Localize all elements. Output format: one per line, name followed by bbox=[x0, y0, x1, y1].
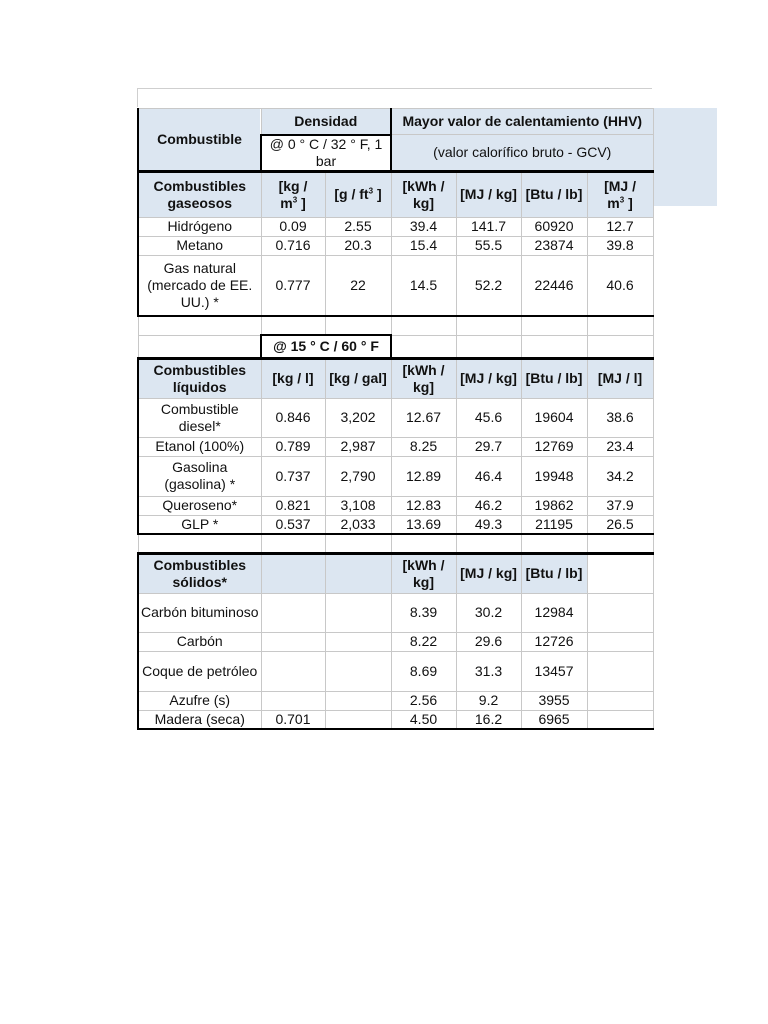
density-value: 0.789 bbox=[261, 437, 325, 456]
btu-value: 3955 bbox=[521, 691, 587, 710]
density-value: 0.777 bbox=[261, 255, 325, 316]
table-row bbox=[138, 651, 653, 691]
density-value bbox=[325, 710, 391, 729]
table-row bbox=[138, 255, 653, 316]
unit-kwh-kg: [kWh / kg] bbox=[391, 553, 456, 593]
density-value: 3,108 bbox=[325, 496, 391, 515]
btu-value: 19862 bbox=[521, 496, 587, 515]
header-combustible: Combustible bbox=[138, 109, 261, 172]
mj-volume-value: 23.4 bbox=[587, 437, 653, 456]
kwh-value: 2.56 bbox=[391, 691, 456, 710]
kwh-value: 8.69 bbox=[391, 651, 456, 691]
table-row bbox=[138, 437, 653, 456]
unit-kg-l: [kg / l] bbox=[261, 358, 325, 398]
density-value: 0.737 bbox=[261, 456, 325, 496]
btu-value: 6965 bbox=[521, 710, 587, 729]
fuel-name: Coque de petróleo bbox=[138, 651, 261, 691]
table-row bbox=[138, 398, 653, 437]
mj-value: 45.6 bbox=[456, 398, 521, 437]
table-row bbox=[138, 496, 653, 515]
unit-kwh-kg: [kWh / kg] bbox=[391, 358, 456, 398]
mj-value: 49.3 bbox=[456, 515, 521, 534]
fuel-name: Gasolina (gasolina) * bbox=[138, 456, 261, 496]
density-value bbox=[261, 691, 325, 710]
unit-mj-kg: [MJ / kg] bbox=[456, 171, 521, 217]
section-title-solid: Combustibles sólidos* bbox=[138, 553, 261, 593]
top-empty-row bbox=[137, 88, 652, 107]
mj-volume-value: 38.6 bbox=[587, 398, 653, 437]
density-value bbox=[261, 651, 325, 691]
condition-gas: @ 0 ° C / 32 ° F, 1 bar bbox=[261, 135, 391, 172]
kwh-value: 12.83 bbox=[391, 496, 456, 515]
fuel-name: Madera (seca) bbox=[138, 710, 261, 729]
kwh-value: 12.67 bbox=[391, 398, 456, 437]
unit-mj-kg: [MJ / kg] bbox=[456, 553, 521, 593]
empty-row bbox=[138, 316, 653, 335]
density-value: 2,033 bbox=[325, 515, 391, 534]
fuel-name: Metano bbox=[138, 236, 261, 255]
btu-value: 12726 bbox=[521, 632, 587, 651]
btu-value: 22446 bbox=[521, 255, 587, 316]
mj-value: 31.3 bbox=[456, 651, 521, 691]
fuel-name: Combustible diesel* bbox=[138, 398, 261, 437]
header-gcv: (valor calorífico bruto - GCV) bbox=[391, 135, 653, 172]
table-row bbox=[138, 217, 653, 236]
fuel-name: Hidrógeno bbox=[138, 217, 261, 236]
density-value: 2,790 bbox=[325, 456, 391, 496]
density-value: 2.55 bbox=[325, 217, 391, 236]
fuel-name: GLP * bbox=[138, 515, 261, 534]
btu-value: 12984 bbox=[521, 593, 587, 632]
density-value: 0.537 bbox=[261, 515, 325, 534]
mj-volume-value: 26.5 bbox=[587, 515, 653, 534]
density-value: 22 bbox=[325, 255, 391, 316]
btu-value: 21195 bbox=[521, 515, 587, 534]
kwh-value: 4.50 bbox=[391, 710, 456, 729]
fuel-name: Etanol (100%) bbox=[138, 437, 261, 456]
mj-value: 30.2 bbox=[456, 593, 521, 632]
mj-value: 46.2 bbox=[456, 496, 521, 515]
mj-volume-value: 39.8 bbox=[587, 236, 653, 255]
kwh-value: 13.69 bbox=[391, 515, 456, 534]
table-row bbox=[138, 456, 653, 496]
btu-value: 19948 bbox=[521, 456, 587, 496]
mj-volume-value bbox=[587, 651, 653, 691]
density-value bbox=[325, 593, 391, 632]
btu-value: 60920 bbox=[521, 217, 587, 236]
mj-volume-value bbox=[587, 691, 653, 710]
kwh-value: 14.5 bbox=[391, 255, 456, 316]
table-row bbox=[138, 515, 653, 534]
section-title-liquid: Combustibles líquidos bbox=[138, 358, 261, 398]
fuel-name: Carbón bituminoso bbox=[138, 593, 261, 632]
density-value bbox=[261, 632, 325, 651]
btu-value: 19604 bbox=[521, 398, 587, 437]
header-fill-overflow bbox=[652, 108, 717, 206]
kwh-value: 8.39 bbox=[391, 593, 456, 632]
unit-kg-gal: [kg / gal] bbox=[325, 358, 391, 398]
unit-mj-m3: [MJ / $m^3$ ] bbox=[587, 171, 653, 217]
density-value: 0.846 bbox=[261, 398, 325, 437]
mj-volume-value: 34.2 bbox=[587, 456, 653, 496]
fuel-name: Gas natural (mercado de EE. UU.) * bbox=[138, 255, 261, 316]
kwh-value: 12.89 bbox=[391, 456, 456, 496]
unit-mj-kg: [MJ / kg] bbox=[456, 358, 521, 398]
density-value: 20.3 bbox=[325, 236, 391, 255]
table-row bbox=[138, 691, 653, 710]
table-row bbox=[138, 710, 653, 729]
mj-volume-value bbox=[587, 710, 653, 729]
unit-mj-l: [MJ / l] bbox=[587, 358, 653, 398]
mj-value: 29.7 bbox=[456, 437, 521, 456]
mj-volume-value: 37.9 bbox=[587, 496, 653, 515]
density-value bbox=[325, 651, 391, 691]
density-value bbox=[261, 593, 325, 632]
mj-value: 9.2 bbox=[456, 691, 521, 710]
header-densidad: Densidad bbox=[261, 109, 391, 135]
mj-value: 16.2 bbox=[456, 710, 521, 729]
kwh-value: 15.4 bbox=[391, 236, 456, 255]
unit-kg-m3: [kg / $m^3$ ] bbox=[261, 171, 325, 217]
table-row bbox=[138, 593, 653, 632]
empty-row bbox=[138, 534, 653, 553]
mj-value: 46.4 bbox=[456, 456, 521, 496]
mj-volume-value bbox=[587, 632, 653, 651]
kwh-value: 39.4 bbox=[391, 217, 456, 236]
table-row bbox=[138, 632, 653, 651]
density-value: 0.716 bbox=[261, 236, 325, 255]
fuel-name: Queroseno* bbox=[138, 496, 261, 515]
kwh-value: 8.22 bbox=[391, 632, 456, 651]
mj-value: 141.7 bbox=[456, 217, 521, 236]
unit-btu-lb: [Btu / lb] bbox=[521, 553, 587, 593]
mj-volume-value bbox=[587, 593, 653, 632]
fuel-heating-value-table bbox=[137, 108, 654, 730]
density-value: 0.701 bbox=[261, 710, 325, 729]
fuel-name: Azufre (s) bbox=[138, 691, 261, 710]
header-hhv: Mayor valor de calentamiento (HHV) bbox=[391, 109, 653, 135]
density-value: 0.09 bbox=[261, 217, 325, 236]
unit-btu-lb: [Btu / lb] bbox=[521, 358, 587, 398]
condition-liquid: @ 15 ° C / 60 ° F bbox=[261, 335, 391, 358]
density-value: 3,202 bbox=[325, 398, 391, 437]
kwh-value: 8.25 bbox=[391, 437, 456, 456]
density-value bbox=[325, 632, 391, 651]
btu-value: 23874 bbox=[521, 236, 587, 255]
unit-btu-lb: [Btu / lb] bbox=[521, 171, 587, 217]
mj-volume-value: 12.7 bbox=[587, 217, 653, 236]
density-value: 2,987 bbox=[325, 437, 391, 456]
unit-kwh-kg: [kWh / kg] bbox=[391, 171, 456, 217]
mj-value: 29.6 bbox=[456, 632, 521, 651]
btu-value: 12769 bbox=[521, 437, 587, 456]
mj-value: 52.2 bbox=[456, 255, 521, 316]
table-row bbox=[138, 236, 653, 255]
unit-g-ft3: [$g / ft^3$ ] bbox=[325, 171, 391, 217]
density-value: 0.821 bbox=[261, 496, 325, 515]
btu-value: 13457 bbox=[521, 651, 587, 691]
density-value bbox=[325, 691, 391, 710]
fuel-name: Carbón bbox=[138, 632, 261, 651]
section-title-gas: Combustibles gaseosos bbox=[138, 171, 261, 217]
mj-volume-value: 40.6 bbox=[587, 255, 653, 316]
mj-value: 55.5 bbox=[456, 236, 521, 255]
